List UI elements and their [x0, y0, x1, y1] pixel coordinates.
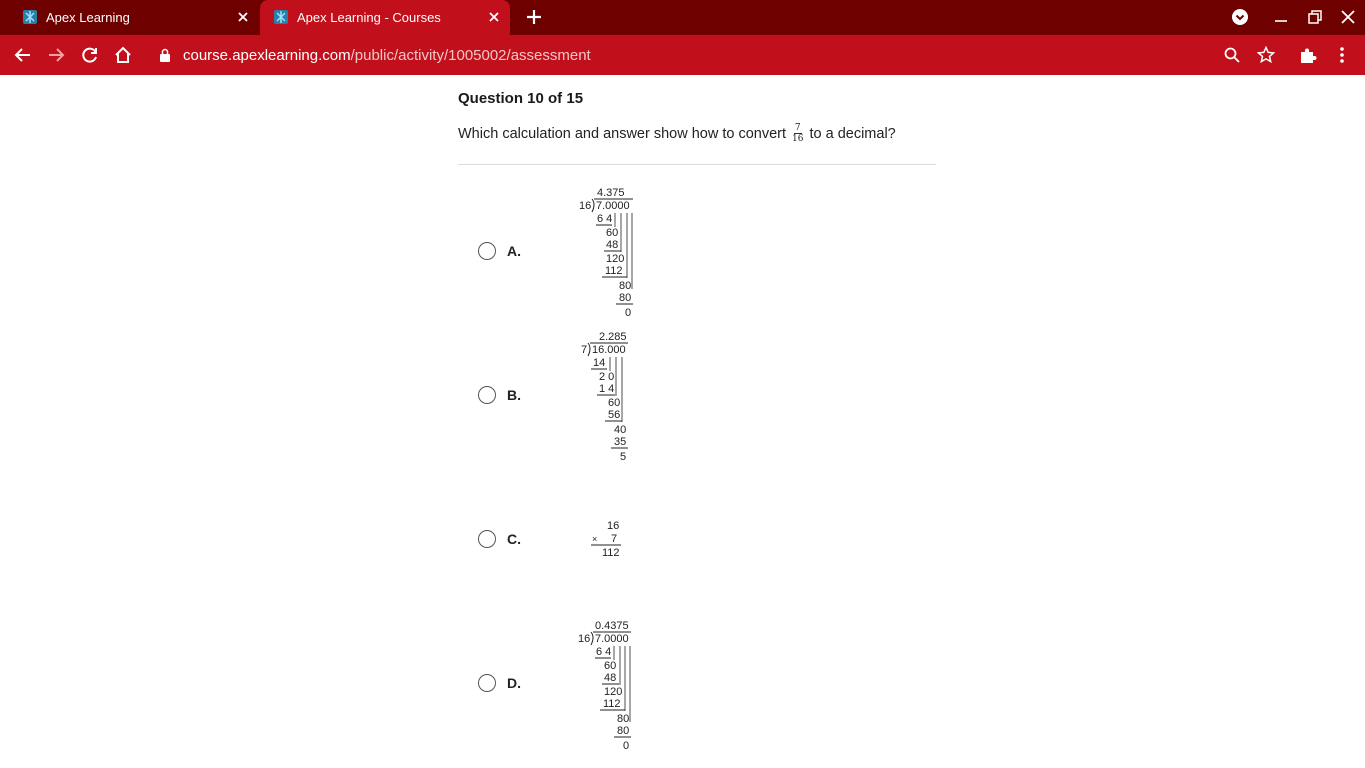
option-letter: D.	[507, 675, 521, 691]
back-arrow-icon[interactable]	[13, 45, 33, 65]
fraction	[792, 123, 803, 144]
remainder: 0	[623, 740, 630, 752]
step-line: 1 4	[599, 383, 615, 395]
apex-favicon-icon	[273, 9, 289, 25]
question-text-before: Which calculation and answer show how to convert	[458, 125, 787, 142]
home-icon[interactable]	[113, 45, 133, 65]
question-text	[458, 123, 896, 144]
step-line: 48	[604, 672, 617, 684]
toolbar	[0, 35, 1365, 75]
radio-button-a[interactable]	[478, 242, 496, 260]
division-bracket	[588, 343, 590, 356]
divider	[458, 164, 936, 165]
step-line: 120	[606, 253, 625, 265]
new-tab-icon[interactable]	[525, 8, 543, 26]
radio-button-b[interactable]	[478, 386, 496, 404]
url-domain: course.apexlearning.com	[183, 47, 351, 64]
bookmark-star-icon[interactable]	[1257, 46, 1275, 64]
times-operator: ×	[592, 534, 598, 544]
question-number: Question 10 of 15	[458, 90, 584, 107]
minimize-icon[interactable]	[1272, 8, 1290, 26]
radio-button-d[interactable]	[478, 674, 496, 692]
extensions-puzzle-icon[interactable]	[1298, 45, 1318, 65]
dividend: 7.0000	[595, 633, 629, 645]
step-line: 80	[617, 725, 630, 737]
step-line: 80	[619, 280, 632, 292]
assessment-page	[0, 75, 1365, 768]
option-letter: B.	[507, 387, 521, 403]
close-tab-icon[interactable]	[486, 9, 502, 25]
radio-button-c[interactable]	[478, 530, 496, 548]
tab-title: Apex Learning - Courses	[297, 10, 441, 25]
address-bar[interactable]	[148, 40, 1286, 70]
tab-strip	[0, 0, 1365, 35]
step-line: 60	[608, 397, 621, 409]
quotient: 0.4375	[595, 620, 629, 632]
divisor: 16	[579, 200, 592, 212]
multiplier: 7	[611, 533, 618, 545]
apex-favicon-icon	[22, 9, 38, 25]
answer-option-c[interactable]	[478, 530, 678, 550]
option-letter: C.	[507, 531, 521, 547]
restore-icon[interactable]	[1306, 8, 1324, 26]
tab-title: Apex Learning	[46, 10, 130, 25]
quotient: 4.375	[597, 187, 625, 199]
tab-apex-learning[interactable]	[8, 0, 258, 35]
close-tab-icon[interactable]	[235, 9, 251, 25]
step-line: 80	[619, 292, 632, 304]
step-line: 40	[614, 424, 627, 436]
divisor: 7	[581, 344, 588, 356]
fraction-denominator: 16	[792, 134, 804, 144]
dividend: 7.0000	[596, 200, 630, 212]
dividend: 16.000	[592, 344, 626, 356]
step-line: 6 4	[596, 646, 612, 658]
reload-icon[interactable]	[80, 45, 100, 65]
step-line: 80	[617, 713, 630, 725]
step-line: 112	[603, 698, 621, 710]
step-line: 120	[604, 686, 623, 698]
tab-apex-learning-courses[interactable]	[260, 0, 510, 35]
close-window-icon[interactable]	[1339, 8, 1357, 26]
step-line: 48	[606, 239, 619, 251]
url-text[interactable]	[183, 47, 591, 64]
long-division-a	[574, 185, 644, 326]
zoom-icon[interactable]	[1223, 46, 1241, 64]
fraction-numerator: 7	[794, 123, 801, 133]
product: 112	[602, 547, 620, 559]
step-line: 14	[593, 357, 606, 369]
quotient: 2.285	[599, 331, 627, 343]
step-line: 60	[606, 227, 619, 239]
step-line: 60	[604, 660, 617, 672]
long-division-d	[573, 618, 643, 759]
step-line: 35	[614, 436, 627, 448]
option-letter: A.	[507, 243, 521, 259]
remainder: 0	[625, 307, 632, 319]
lock-icon[interactable]	[159, 48, 171, 62]
step-line: 2 0	[599, 371, 615, 383]
division-bracket	[591, 632, 593, 645]
menu-kebab-icon[interactable]	[1332, 45, 1352, 65]
tab-search-icon[interactable]	[1231, 8, 1249, 26]
long-division-b	[576, 329, 646, 470]
question-text-after: to a decimal?	[809, 125, 896, 142]
step-line: 112	[605, 265, 623, 277]
division-bracket	[592, 199, 594, 212]
url-path: /public/activity/1005002/assessment	[350, 47, 591, 64]
step-line: 56	[608, 409, 621, 421]
remainder: 5	[620, 451, 627, 463]
step-line: 6 4	[597, 213, 613, 225]
forward-arrow-icon[interactable]	[46, 45, 66, 65]
multiplication-c	[588, 517, 628, 566]
multiplicand: 16	[607, 520, 620, 532]
divisor: 16	[578, 633, 591, 645]
